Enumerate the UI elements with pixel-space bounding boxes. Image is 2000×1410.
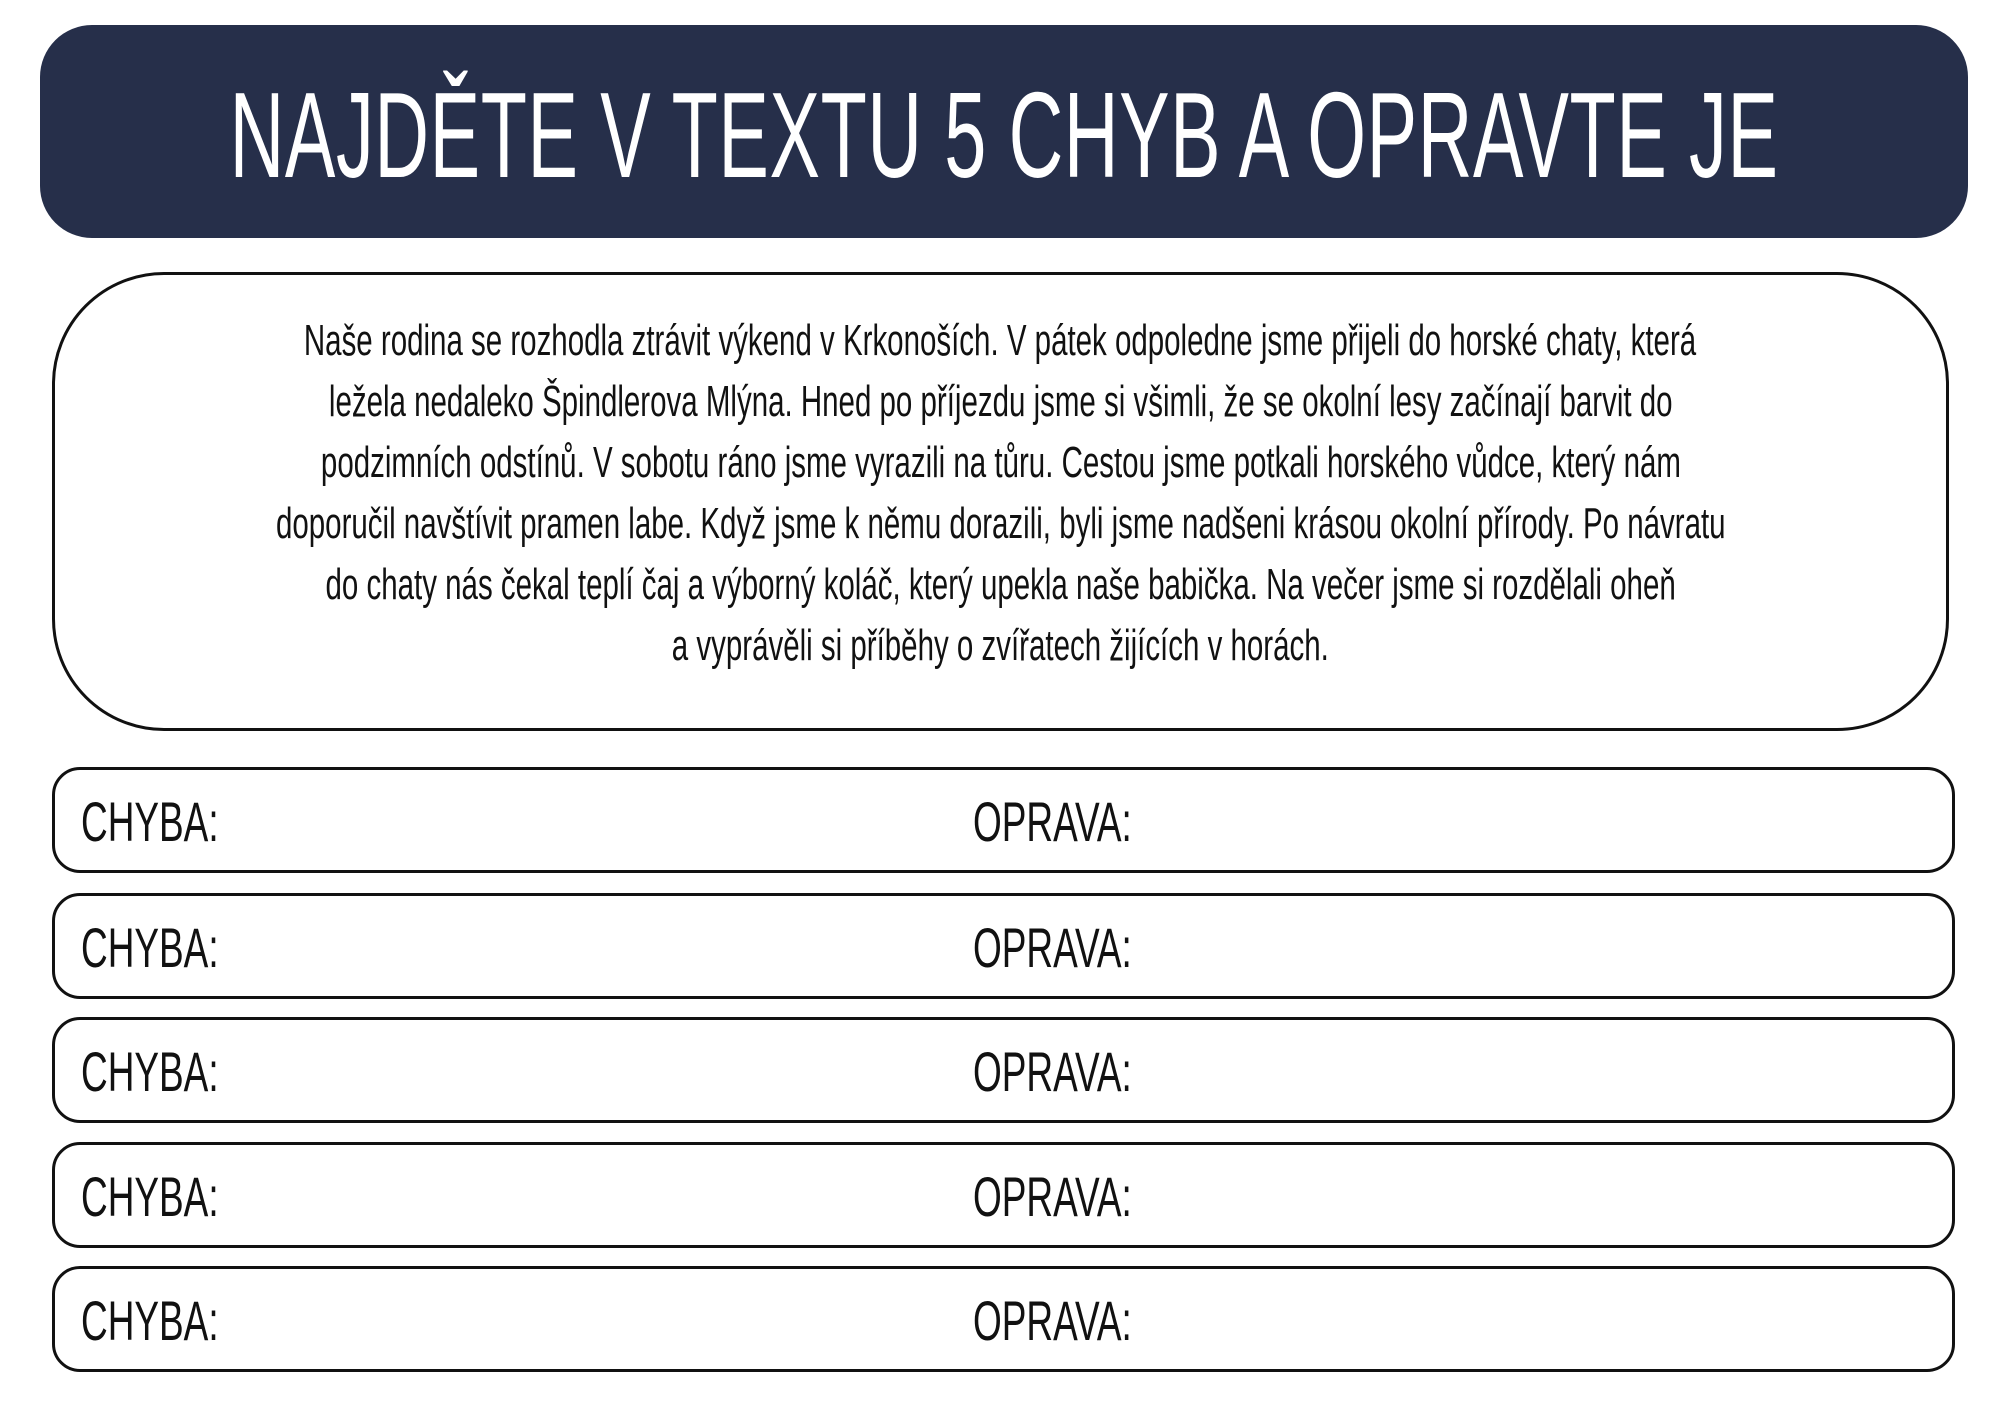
page-title: NAJDĚTE V TEXTU 5 CHYB A OPRAVTE JE <box>229 66 1779 203</box>
passage-line: ležela nedaleko Špindlerova Mlýna. Hned po příjezdu jsme si všimli, že se okolní lesy začínají barvit do <box>328 376 1673 426</box>
answer-row-1[interactable] <box>52 767 1955 873</box>
error-label: CHYBA: <box>81 1040 219 1103</box>
passage-box <box>52 272 1949 731</box>
answer-row-4[interactable] <box>52 1142 1955 1248</box>
passage-line: podzimních odstínů. V sobotu ráno jsme vyrazili na tůru. Cestou jsme potkali horského vůdce, který nám <box>320 437 1681 487</box>
passage-line: doporučil navštívit pramen labe. Když jsme k němu dorazili, byli jsme nadšeni krásou okolní přírody. Po návratu <box>275 498 1726 548</box>
error-label: CHYBA: <box>81 790 219 853</box>
passage-text <box>0 310 2000 676</box>
error-label: CHYBA: <box>81 1289 219 1352</box>
correction-label: OPRAVA: <box>973 1165 1132 1228</box>
passage-line: Naše rodina se rozhodla ztrávit výkend v Krkonoších. V pátek odpoledne jsme přijeli do horské chaty, která <box>304 315 1697 365</box>
title-banner <box>40 25 1968 238</box>
correction-label: OPRAVA: <box>973 916 1132 979</box>
answer-row-3[interactable] <box>52 1017 1955 1123</box>
passage-line: a vyprávěli si příběhy o zvířatech žijících v horách. <box>671 620 1330 670</box>
correction-label: OPRAVA: <box>973 1040 1132 1103</box>
passage-line: do chaty nás čekal teplí čaj a výborný koláč, který upekla naše babička. Na večer jsme si rozdělali oheň <box>325 559 1676 609</box>
correction-label: OPRAVA: <box>973 1289 1132 1352</box>
answer-row-2[interactable] <box>52 893 1955 999</box>
error-label: CHYBA: <box>81 1165 219 1228</box>
error-label: CHYBA: <box>81 916 219 979</box>
answer-row-5[interactable] <box>52 1266 1955 1372</box>
correction-label: OPRAVA: <box>973 790 1132 853</box>
